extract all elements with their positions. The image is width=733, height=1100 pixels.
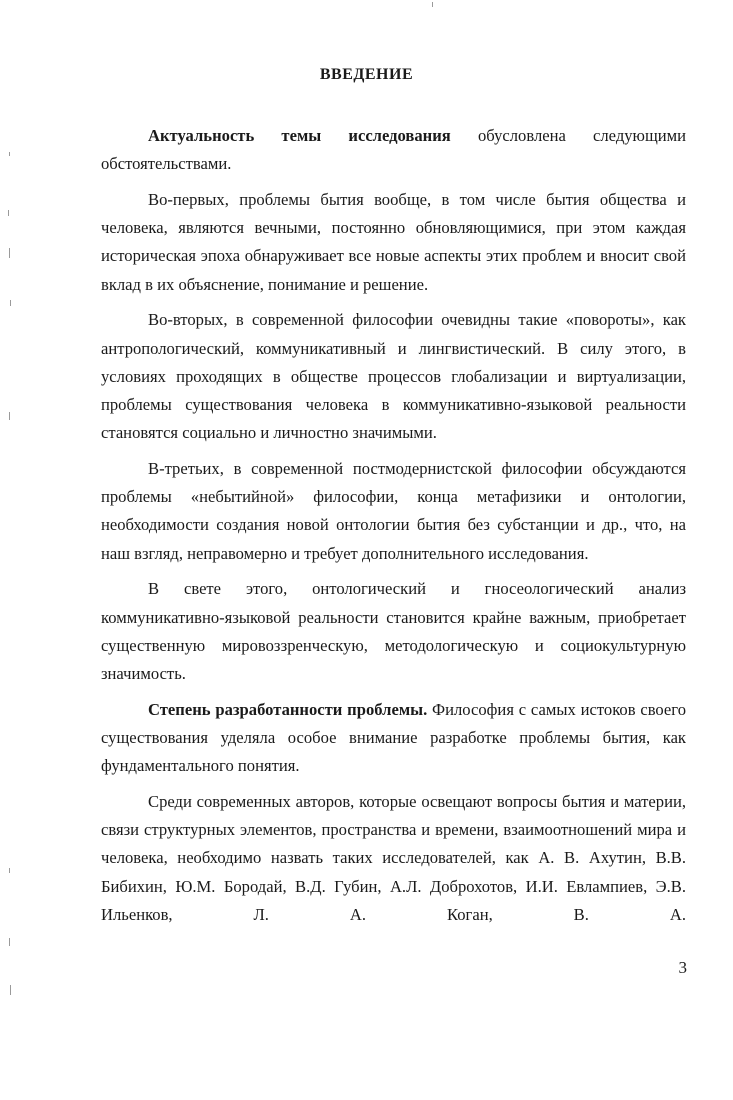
paragraph-second <box>101 306 686 447</box>
paragraph-relevance <box>101 122 686 178</box>
paragraph-text: В-третьих, в современной постмодернистской философии обсуждаются проблемы «небытийной» философии, конца метафизики и онтологии, необходимости создания новой онтологии бытия без субстанции и др., что, на наш взгляд, неправомерно и требует дополнительного исследования. <box>101 459 686 563</box>
paragraph-text: Во-первых, проблемы бытия вообще, в том числе бытия общества и человека, являются вечными, постоянно обновляющимися, при этом каждая историческая эпоха обнаруживает все новые аспекты этих проблем и вносит свой вклад в их объяснение, понимание и решение. <box>101 190 686 294</box>
paragraph-text: Среди современных авторов, которые освещают вопросы бытия и материи, связи структурных элементов, пространства и времени, взаимоотношений мира и человека, необходимо назвать таких исследователей, как А. В. Ахутин, В.В. Бибихин, Ю.М. Бородай, В.Д. Губин, А.Л. Доброхотов, И.И. Евлампиев, Э.В. Ильенков, Л. А. Коган, В. А. <box>101 792 686 924</box>
page-heading: ВВЕДЕНИЕ <box>319 66 414 83</box>
scan-speck <box>9 938 10 946</box>
scan-speck <box>9 868 10 873</box>
body-text <box>101 122 686 937</box>
scan-speck <box>9 412 10 420</box>
scan-speck <box>8 210 9 216</box>
scan-speck <box>9 152 10 156</box>
paragraph-in-light <box>101 575 686 688</box>
scan-speck <box>432 2 433 7</box>
paragraph-text: В свете этого, онтологический и гносеологический анализ коммуникативно-языковой реальности становится крайне важным, приобретает существенную мировоззренческую, методологическую и социокультурную значимость. <box>101 579 686 684</box>
paragraph-bold-lead: Актуальность темы исследования <box>148 126 451 145</box>
page-number: 3 <box>678 958 687 977</box>
paragraph-first <box>101 186 686 299</box>
paragraph-text: Философия с самых истоков своего существования уделяла особое внимание разработке проблемы бытия, как фундаментального понятия. <box>101 699 686 776</box>
paragraph-bold-lead: Степень разработанности проблемы. <box>148 699 428 719</box>
paragraph-text: Во-вторых, в современной философии очевидны такие «повороты», как антропологический, коммуникативный и лингвистический. В силу этого, в условиях проходящих в обществе процессов глобализации и виртуализации, проблемы существования человека в коммуникативно-языковой реальности становятся социально и личностно значимыми. <box>101 310 686 443</box>
paragraph-third <box>101 455 686 568</box>
paragraph-authors <box>101 788 686 929</box>
scan-speck <box>10 985 11 995</box>
paragraph-text: обусловлена следующими обстоятельствами. <box>101 126 686 174</box>
scan-speck <box>9 248 10 258</box>
scan-speck <box>10 300 11 306</box>
paragraph-degree-of-development <box>101 696 686 781</box>
